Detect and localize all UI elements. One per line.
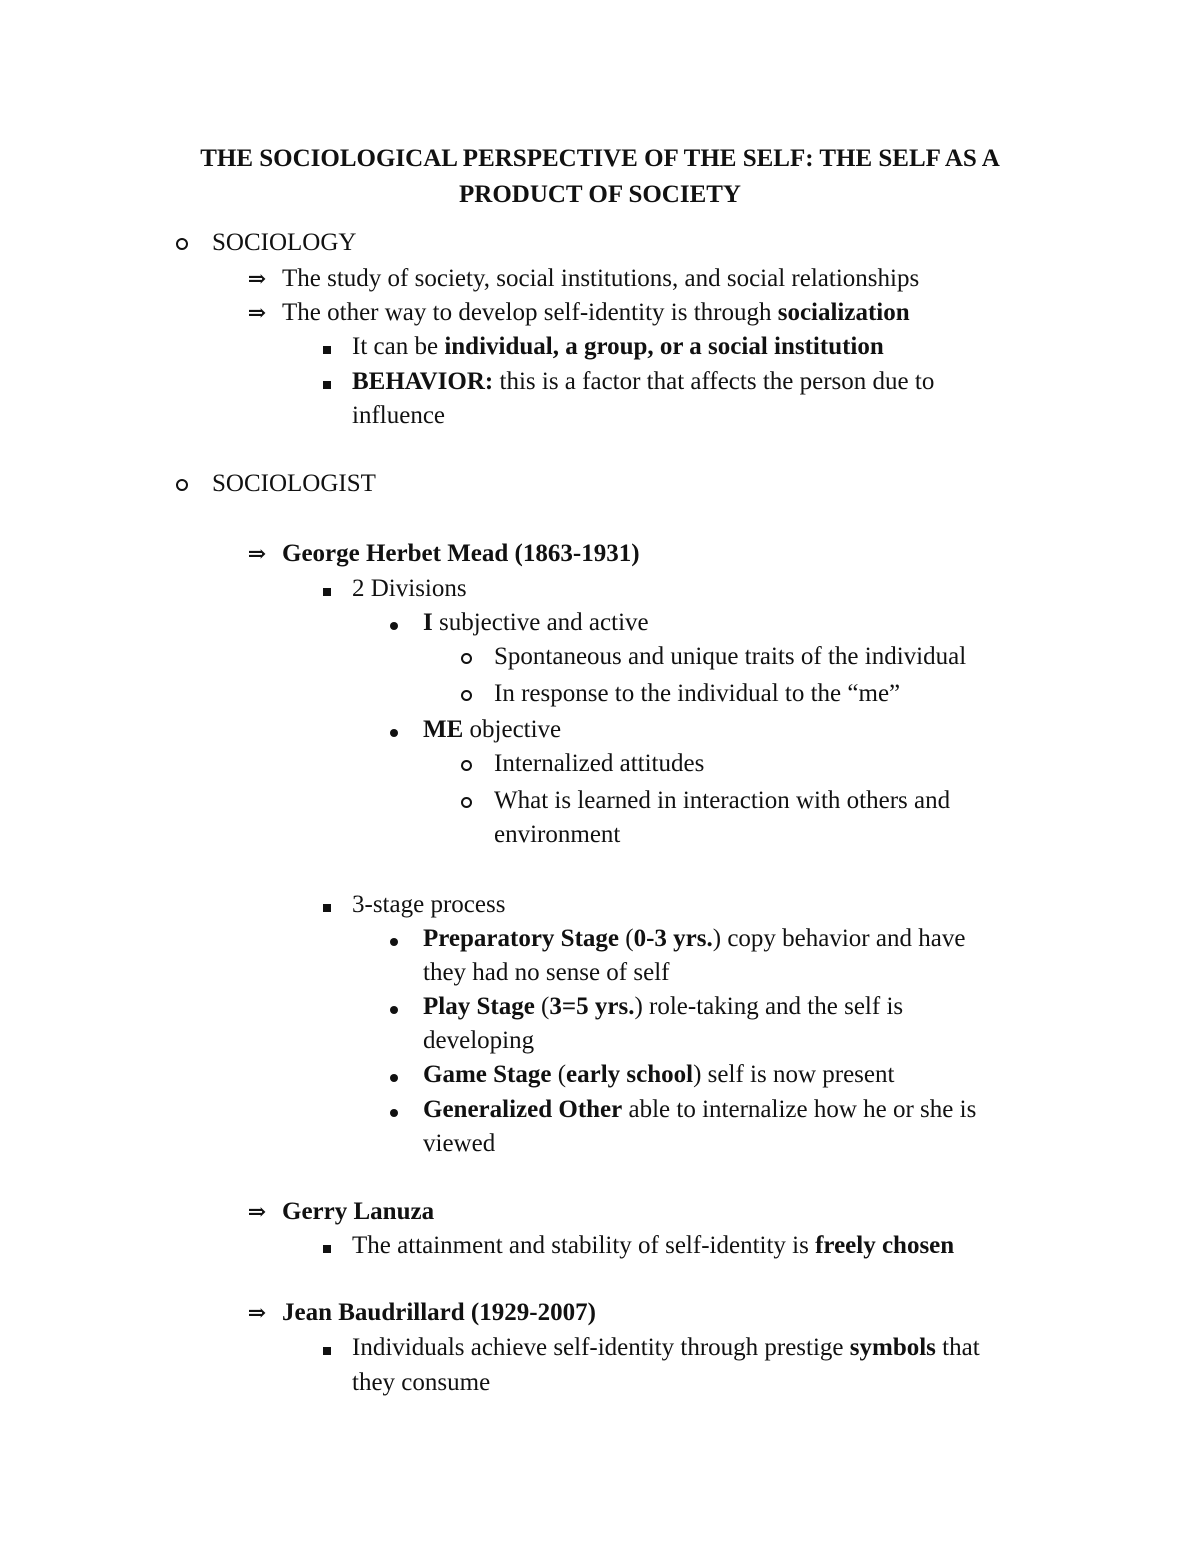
socialization-point: The other way to develop self-identity is through socialization xyxy=(282,299,910,326)
dot-bullet-icon xyxy=(381,1058,407,1092)
sociology-definition: The study of society, social institutions, and social relationships xyxy=(282,265,920,292)
dot-bullet-icon xyxy=(381,713,407,747)
hollow-circle-bullet-icon xyxy=(169,226,195,260)
hollow-circle-bullet-icon xyxy=(453,747,479,781)
dot-bullet-icon xyxy=(381,606,407,640)
play-stage-continued: developing xyxy=(423,1027,535,1054)
i-subpoint-2: In response to the individual to the “me” xyxy=(494,680,901,707)
generalized-other: Generalized Other able to internalize how he or she is xyxy=(423,1096,977,1123)
square-bullet-icon xyxy=(314,888,340,922)
me-subpoint-2-continued: environment xyxy=(494,821,621,848)
arrow-bullet-icon: ⇒ xyxy=(247,1300,267,1325)
hollow-circle-bullet-icon xyxy=(169,467,195,501)
page-title xyxy=(0,141,1200,213)
hollow-circle-bullet-icon xyxy=(453,640,479,674)
hollow-circle-bullet-icon xyxy=(453,677,479,711)
title-line-1: THE SOCIOLOGICAL PERSPECTIVE OF THE SELF: THE SELF AS A xyxy=(200,145,1000,172)
socialization-agents: It can be individual, a group, or a social institution xyxy=(352,333,884,360)
square-bullet-icon xyxy=(314,365,340,399)
game-stage: Game Stage (early school) self is now present xyxy=(423,1061,895,1088)
square-bullet-icon xyxy=(314,1229,340,1263)
me-division: ME objective xyxy=(423,716,562,743)
lanuza-point: The attainment and stability of self-identity is freely chosen xyxy=(352,1232,955,1259)
preparatory-stage: Preparatory Stage (0-3 yrs.) copy behavior and have xyxy=(423,925,966,952)
preparatory-stage-continued: they had no sense of self xyxy=(423,959,670,986)
baudrillard-point: Individuals achieve self-identity through prestige symbols that xyxy=(352,1334,980,1361)
square-bullet-icon xyxy=(314,330,340,364)
me-subpoint-2: What is learned in interaction with others and xyxy=(494,787,951,814)
lanuza-name: Gerry Lanuza xyxy=(282,1198,435,1225)
hollow-circle-bullet-icon xyxy=(453,784,479,818)
arrow-bullet-icon: ⇒ xyxy=(247,1199,267,1224)
mead-name: George Herbet Mead (1863-1931) xyxy=(282,540,640,567)
generalized-other-continued: viewed xyxy=(423,1130,496,1157)
sociology-heading: SOCIOLOGY xyxy=(212,229,357,256)
dot-bullet-icon xyxy=(381,990,407,1024)
behavior-point: BEHAVIOR: this is a factor that affects the person due to xyxy=(352,368,935,395)
mead-divisions: 2 Divisions xyxy=(352,575,467,602)
baudrillard-point-continued: they consume xyxy=(352,1369,491,1396)
stage-process: 3-stage process xyxy=(352,891,506,918)
baudrillard-name: Jean Baudrillard (1929-2007) xyxy=(282,1299,596,1326)
square-bullet-icon xyxy=(314,572,340,606)
i-division: I subjective and active xyxy=(423,609,649,636)
arrow-bullet-icon: ⇒ xyxy=(247,266,267,291)
square-bullet-icon xyxy=(314,1331,340,1365)
arrow-bullet-icon: ⇒ xyxy=(247,300,267,325)
dot-bullet-icon xyxy=(381,922,407,956)
dot-bullet-icon xyxy=(381,1093,407,1127)
sociologist-heading: SOCIOLOGIST xyxy=(212,470,376,497)
arrow-bullet-icon: ⇒ xyxy=(247,541,267,566)
behavior-point-continued: influence xyxy=(352,402,446,429)
i-subpoint-1: Spontaneous and unique traits of the individual xyxy=(494,643,967,670)
title-line-2: PRODUCT OF SOCIETY xyxy=(459,181,741,208)
play-stage: Play Stage (3=5 yrs.) role-taking and the self is xyxy=(423,993,904,1020)
me-subpoint-1: Internalized attitudes xyxy=(494,750,705,777)
